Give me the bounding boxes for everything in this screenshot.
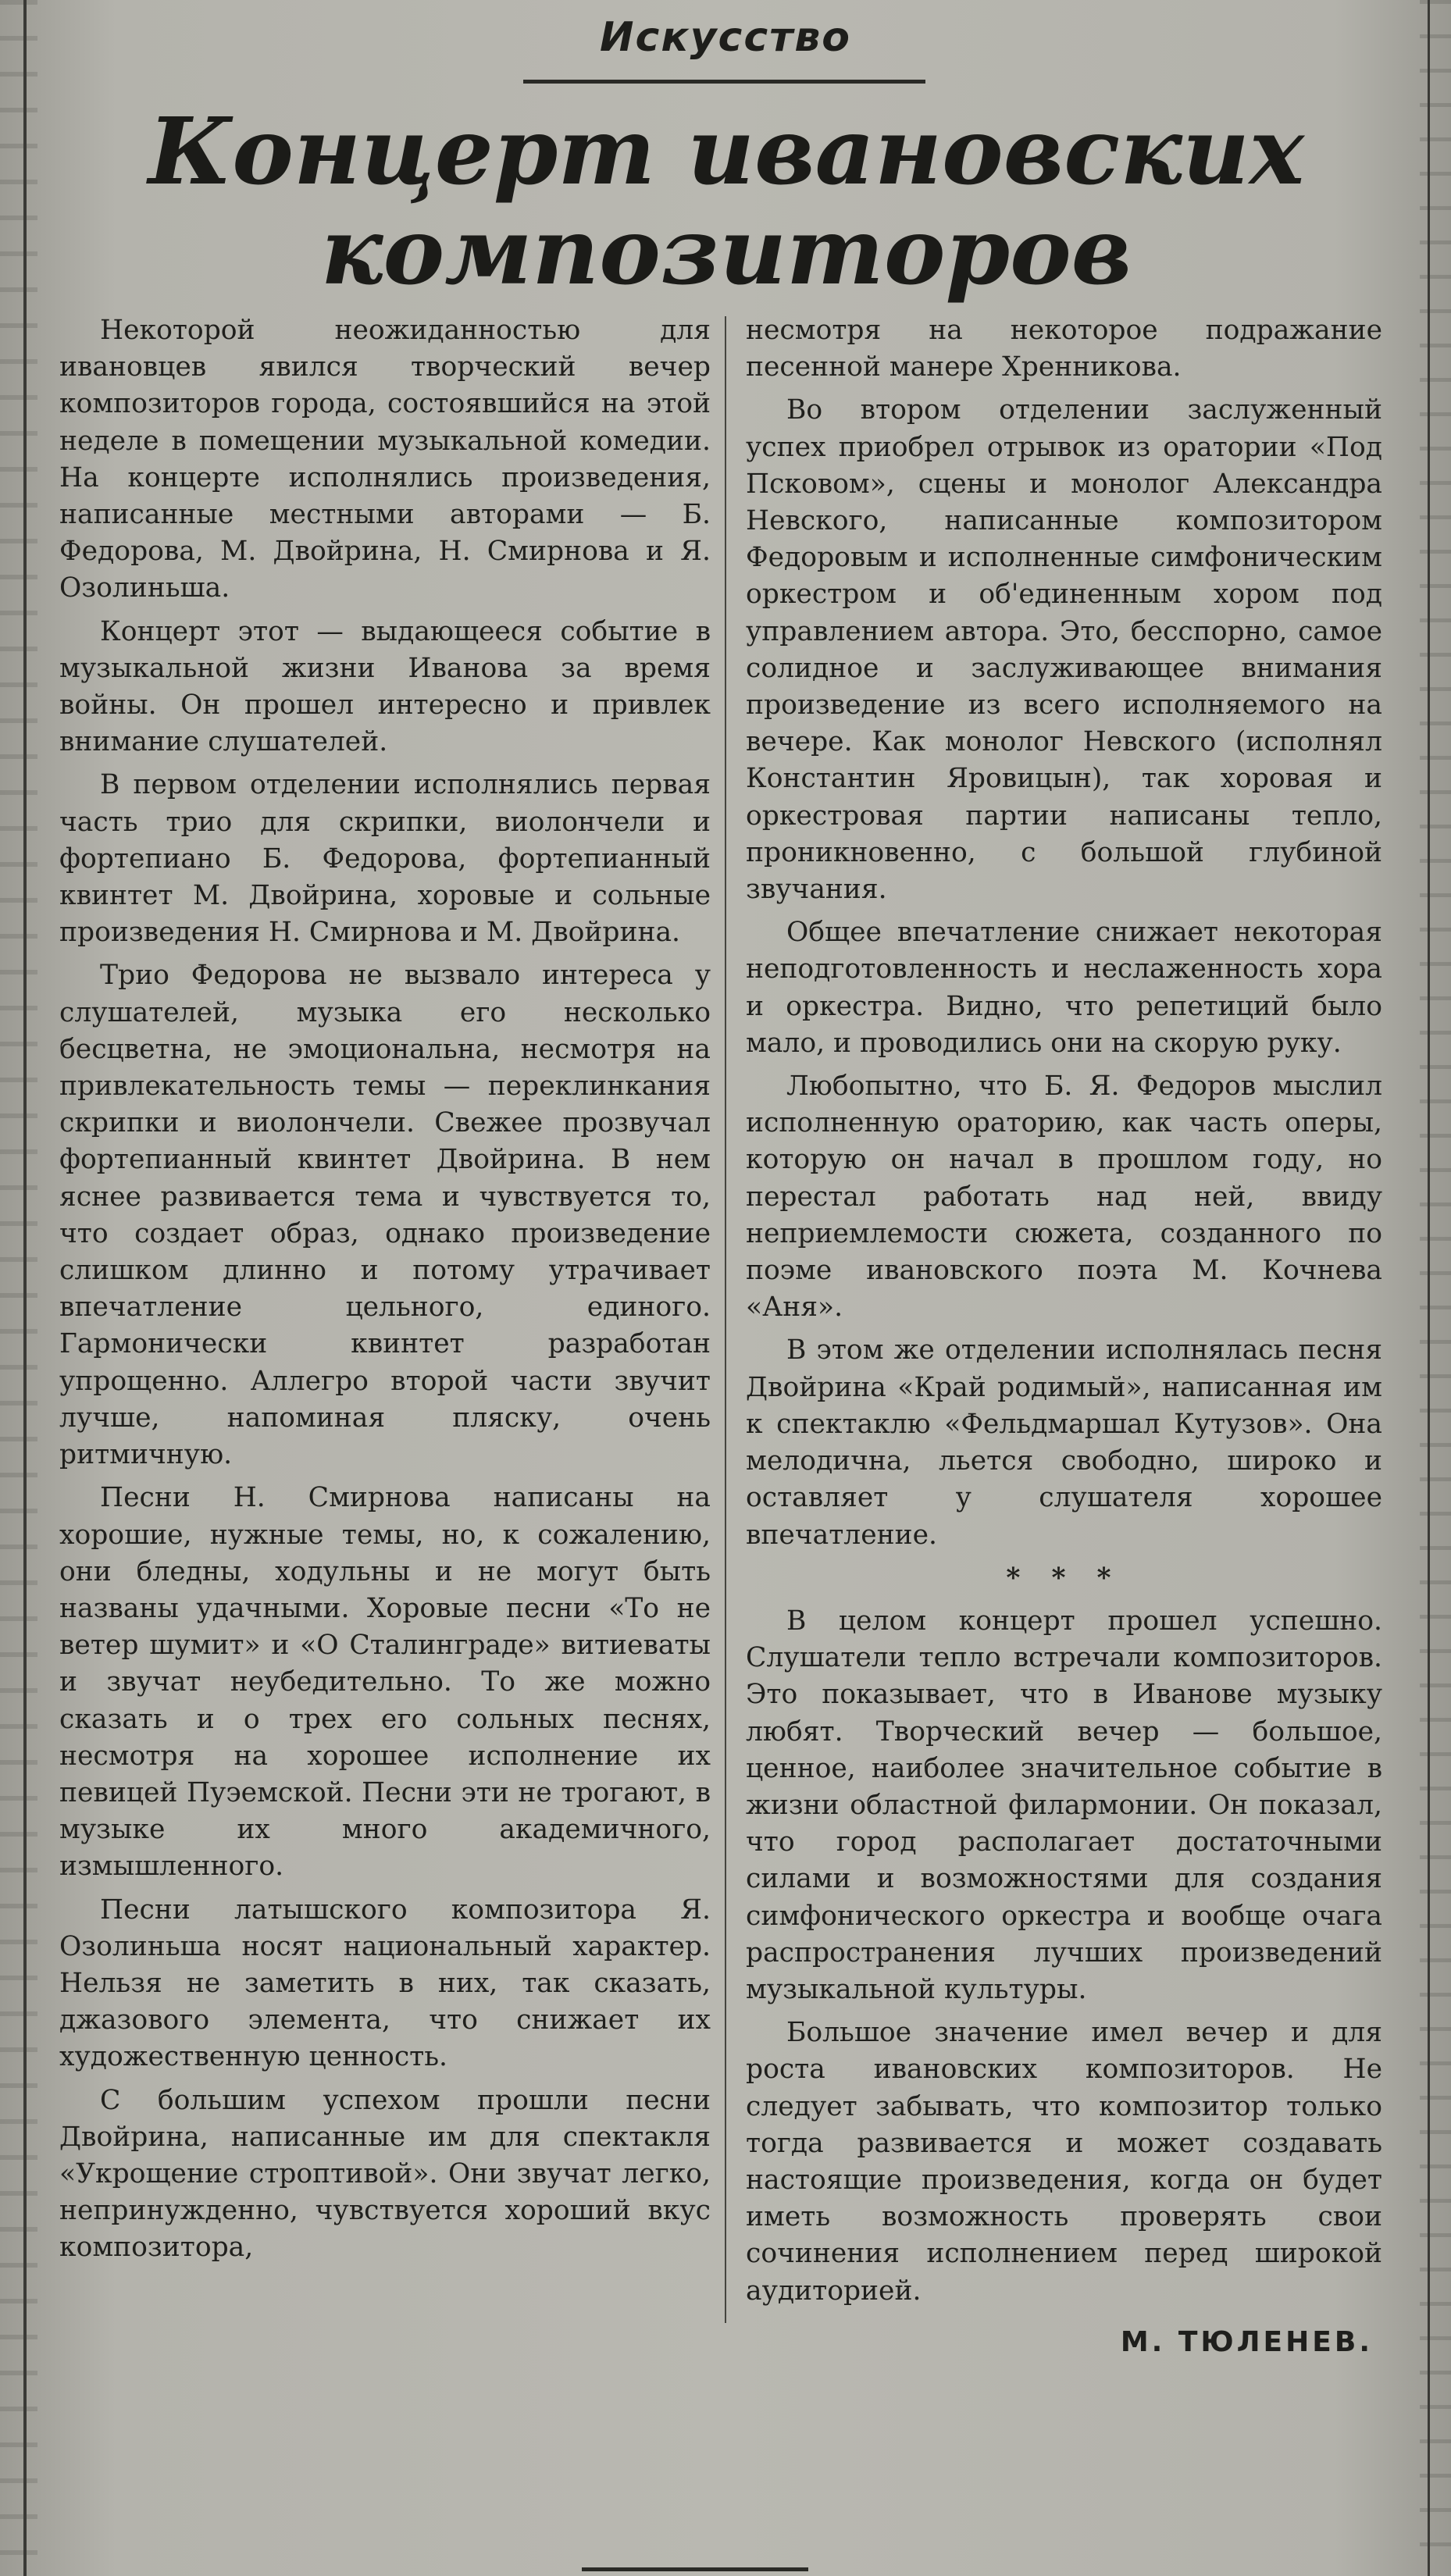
- article-column-left: [59, 312, 711, 2273]
- rubric-underline: [523, 80, 925, 84]
- paragraph: Любопытно, что Б. Я. Федоров мыслил исполненную ораторию, как часть оперы, которую он начал в прошлом году, но перестал работать над ней, ввиду неприемлемости сюжета, созданного по поэме ивановского поэта М. Кочнева «Аня».: [746, 1071, 1382, 1324]
- adjacent-column-fragment-right: [1420, 0, 1451, 2576]
- paragraph: Трио Федорова не вызвало интереса у слушателей, музыка его несколько бесцветна, не эмоциональна, несмотря на привлекательность темы — переклинкания скрипки и виолончели. Свежее прозвучал фортепианный квинтет Двойрина. В нем яснее развивается тема и чувствуется то, что создает образ, однако произведение слишком длинно и потому утрачивает впечатление цельного, единого. Гармонически квинтет разработан упрощенно. Аллегро второй части звучит лучше, напоминая пляску, очень ритмичную.: [59, 960, 711, 1471]
- paragraph: В целом концерт прошел успешно. Слушатели тепло встречали композиторов. Это показывает, что в Иванове музыку любят. Творческий вечер — большое, ценное, наиболее значительное событие в жизни областной филармонии. Он показал, что город располагает достаточными силами и возможностями для создания симфонического оркестра и вообще очага распространения лучших произведений музыкальной культуры.: [746, 1605, 1382, 2005]
- paragraph: Во втором отделении заслуженный успех приобрел отрывок из оратории «Под Псковом», сцены и монолог Александра Невского, написанные композитором Федоровым и исполненные симфоническим оркестром и об'единенным хором под управлением автора. Это, бесспорно, самое солидное и заслуживающее внимания произведение из всего исполняемого на вечере. Как монолог Невского (исполнял Константин Яровицын), так хоровая и оркестровая партии написаны тепло, проникновенно, с большой глубиной звучания.: [746, 394, 1382, 906]
- paragraph: несмотря на некоторое подражание песенной манере Хренникова.: [746, 315, 1382, 383]
- paragraph: В первом отделении исполнялись первая часть трио для скрипки, виолончели и фортепиано Б. Федорова, фортепианный квинтет М. Двойрина, хоровые и сольные произведения Н. Смирнова и М. Двойрина.: [59, 769, 711, 949]
- headline-line-1: Концерт ивановских: [148, 97, 1305, 205]
- adjacent-column-fragment-left: [0, 0, 37, 2576]
- paragraph: Песни Н. Смирнова написаны на хорошие, нужные темы, но, к сожалению, они бледны, ходульны и не могут быть названы удачными. Хоровые песни «То не ветер шумит» и «О Сталинграде» витиеваты и звучат неубедительно. То же можно сказать и о трех его сольных песнях, несмотря на хорошее исполнение их певицей Пуэемской. Песни эти не трогают, в музыке их много академичного, измышленного.: [59, 1482, 711, 1883]
- right-column-rule: [1428, 0, 1430, 2576]
- left-column-rule: [23, 0, 27, 2576]
- paragraph: В этом же отделении исполнялась песня Двойрина «Край родимый», написанная им к спектаклю «Фельдмаршал Кутузов». Она мелодична, льется свободно, широко и оставляет у слушателя хорошее впечатление.: [746, 1334, 1382, 1551]
- paragraph: Большое значение имел вечер и для роста ивановских композиторов. Не следует забывать, что композитор только тогда развивается и может создавать настоящие произведения, когда он будет иметь возможность проверять свои сочинения исполнением перед широкой аудиторией.: [746, 2017, 1382, 2307]
- article-column-right: [746, 312, 1382, 2360]
- article-headline: [47, 97, 1406, 305]
- column-divider: [725, 316, 726, 2323]
- headline-line-2: композиторов: [320, 197, 1132, 305]
- paragraph: Общее впечатление снижает некоторая неподготовленность и неслаженность хора и оркестра. Видно, что репетиций было мало, и проводились они на скорую руку.: [746, 917, 1382, 1059]
- paragraph: Некоторой неожиданностью для ивановцев явился творческий вечер композиторов города, состоявшийся на этой неделе в помещении музыкальной комедии. На концерте исполнялись произведения, написанные местными авторами — Б. Федорова, М. Двойрина, Н. Смирнова и Я. Озолиньша.: [59, 315, 711, 604]
- section-separator: * * *: [1006, 1562, 1122, 1594]
- paragraph: Песни латышского композитора Я. Озолиньша носят национальный характер. Нельзя не заметить в них, так сказать, джазового элемента, что снижает их художественную ценность.: [59, 1894, 711, 2073]
- author-signature: М. ТЮЛЕНЕВ.: [1120, 2325, 1373, 2358]
- paragraph: Концерт этот — выдающееся событие в музыкальной жизни Иванова за время войны. Он прошел интересно и привлек внимание слушателей.: [59, 615, 711, 758]
- section-rubric: Искусство: [600, 14, 851, 61]
- bottom-rule: [582, 2567, 808, 2571]
- paragraph: С большим успехом прошли песни Двойрина, написанные им для спектакля «Укрощение строптивой». Они звучат легко, непринужденно, чувствуется хороший вкус композитора,: [59, 2084, 711, 2264]
